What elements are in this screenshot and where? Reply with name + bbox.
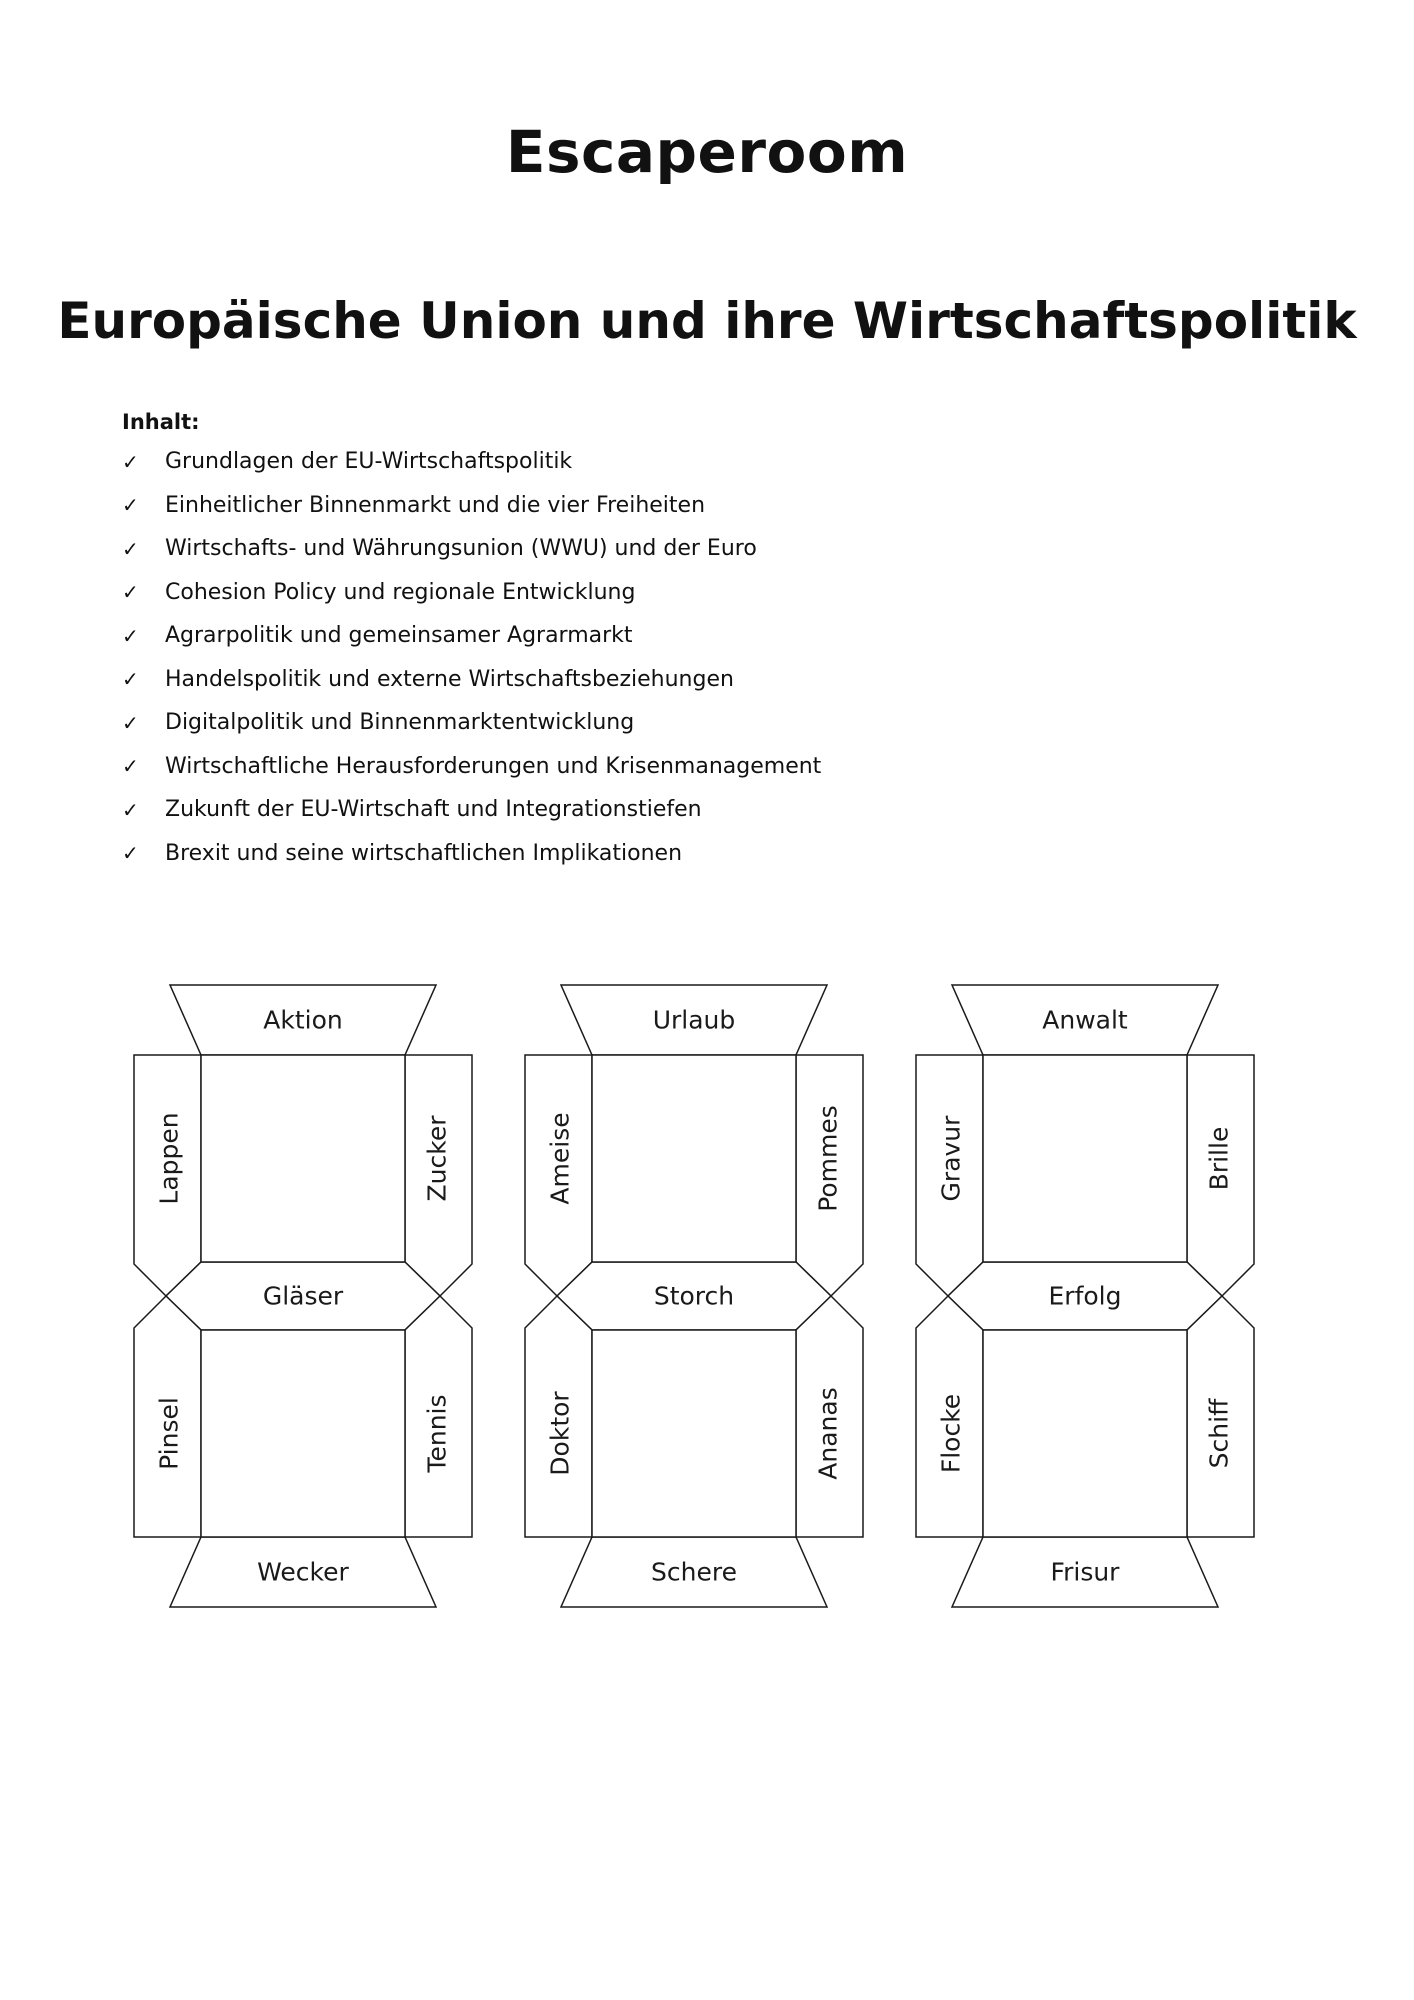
label-lower-right: Ananas <box>813 1387 843 1480</box>
label-bottom: Schere <box>651 1557 737 1587</box>
label-top: Aktion <box>263 1005 343 1035</box>
check-icon: ✓ <box>122 623 139 648</box>
topic-text: Digitalpolitik und Binnenmarktentwicklung <box>165 710 635 736</box>
check-icon: ✓ <box>122 536 139 561</box>
inner-box-upper <box>592 1055 796 1262</box>
check-icon: ✓ <box>122 580 139 605</box>
check-icon: ✓ <box>122 710 139 735</box>
label-lower-right: Tennis <box>422 1394 452 1473</box>
label-upper-left: Lappen <box>154 1112 184 1205</box>
topic-text: Cohesion Policy und regionale Entwicklung <box>165 579 636 605</box>
label-top: Anwalt <box>1042 1005 1128 1035</box>
label-upper-right: Zucker <box>422 1115 452 1202</box>
check-icon: ✓ <box>122 754 139 779</box>
label-lower-right: Schiff <box>1204 1398 1234 1469</box>
check-icon: ✓ <box>122 797 139 822</box>
check-icon: ✓ <box>122 449 139 474</box>
topic-text: Grundlagen der EU-Wirtschaftspolitik <box>165 449 573 475</box>
label-upper-left: Ameise <box>545 1112 575 1205</box>
label-upper-right: Pommes <box>813 1105 843 1212</box>
inner-box-lower <box>983 1330 1187 1537</box>
label-middle: Gläser <box>262 1281 344 1311</box>
page-title: Escaperoom <box>505 118 909 186</box>
label-lower-left: Flocke <box>936 1393 966 1474</box>
label-upper-left: Gravur <box>936 1115 966 1202</box>
label-lower-left: Pinsel <box>154 1397 184 1470</box>
check-icon: ✓ <box>122 667 139 692</box>
label-top: Urlaub <box>652 1005 736 1035</box>
inner-box-upper <box>983 1055 1187 1262</box>
topic-text: Wirtschafts- und Währungsunion (WWU) und der Euro <box>165 536 757 562</box>
check-icon: ✓ <box>122 841 139 866</box>
topic-text: Einheitlicher Binnenmarkt und die vier Freiheiten <box>165 492 706 518</box>
label-upper-right: Brille <box>1204 1126 1234 1191</box>
topic-text: Handelspolitik und externe Wirtschaftsbeziehungen <box>165 666 734 692</box>
inner-box-lower <box>592 1330 796 1537</box>
content-label: Inhalt: <box>122 410 200 434</box>
topic-text: Brexit und seine wirtschaftlichen Implikationen <box>165 840 683 866</box>
page-subtitle: Europäische Union und ihre Wirtschaftspolitik <box>57 292 1357 350</box>
inner-box-upper <box>201 1055 405 1262</box>
label-bottom: Frisur <box>1050 1557 1120 1587</box>
topic-text: Wirtschaftliche Herausforderungen und Krisenmanagement <box>165 753 822 779</box>
topic-text: Agrarpolitik und gemeinsamer Agrarmarkt <box>165 623 633 649</box>
label-lower-left: Doktor <box>545 1391 575 1476</box>
label-middle: Storch <box>653 1281 735 1311</box>
topic-text: Zukunft der EU-Wirtschaft und Integrationstiefen <box>165 797 702 823</box>
inner-box-lower <box>201 1330 405 1537</box>
label-bottom: Wecker <box>257 1557 349 1587</box>
check-icon: ✓ <box>122 493 139 518</box>
label-middle: Erfolg <box>1048 1281 1122 1311</box>
